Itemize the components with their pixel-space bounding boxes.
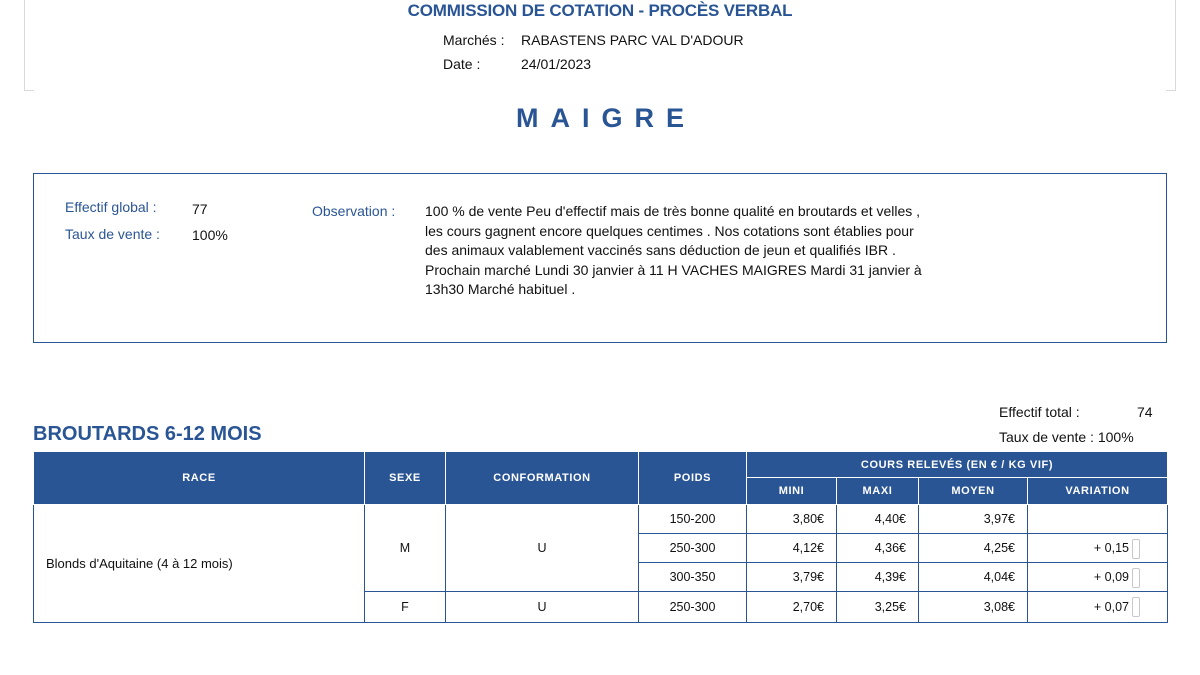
market-row — [443, 32, 744, 48]
header-maxi: MAXI — [837, 478, 919, 505]
observation-label: Observation : — [312, 203, 396, 219]
variation-cell — [1028, 534, 1168, 563]
market-value: RABASTENS PARC VAL D'ADOUR — [521, 32, 744, 48]
observation-text: 100 % de vente Peu d'effectif mais de très bonne qualité en broutards et velles , les cours gagnent encore quelques centimes . Nos cotations sont établies pour des animaux valablement vaccinés sans déduction de jeun et qualifiés IBR . Prochain marché Lundi 30 janvier à 11 H VACHES MAIGRES Mardi 31 janvier à 13h30 Marché habituel . — [425, 203, 922, 298]
mini-cell: 3,80€ — [747, 505, 837, 534]
sexe-cell: F — [365, 592, 446, 623]
variation-value: + 0,07 — [1093, 600, 1130, 614]
moyen-cell: 4,04€ — [919, 563, 1028, 592]
date-label: Date : — [443, 56, 481, 72]
taux-vente-value: 100% — [192, 227, 228, 243]
poids-cell: 250-300 — [639, 592, 747, 623]
taux-vente-total: Taux de vente : 100% — [999, 429, 1134, 445]
effectif-global-value: 77 — [192, 201, 208, 217]
poids-cell: 300-350 — [639, 563, 747, 592]
mini-cell: 2,70€ — [747, 592, 837, 623]
variation-cell — [1028, 563, 1168, 592]
conformation-cell: U — [446, 592, 639, 623]
maxi-cell: 4,36€ — [837, 534, 919, 563]
variation-value: + 0,15 — [1093, 541, 1130, 555]
effectif-total-value: 74 — [1137, 404, 1153, 420]
mini-cell: 4,12€ — [747, 534, 837, 563]
moyen-cell: 3,97€ — [919, 505, 1028, 534]
variation-bar-icon — [1132, 539, 1140, 559]
cotation-table — [33, 451, 1168, 623]
table-row — [34, 505, 1168, 534]
effectif-total-label: Effectif total : — [999, 404, 1080, 420]
header-poids: POIDS — [639, 452, 747, 505]
maxi-cell: 4,39€ — [837, 563, 919, 592]
poids-cell: 150-200 — [639, 505, 747, 534]
document-title: COMMISSION DE COTATION - PROCÈS VERBAL — [407, 1, 793, 20]
maxi-cell: 3,25€ — [837, 592, 919, 623]
sexe-cell: M — [365, 505, 446, 592]
header-cours: COURS RELEVÉS (EN € / KG VIF) — [747, 452, 1168, 478]
race-cell: Blonds d'Aquitaine (4 à 12 mois) — [34, 505, 365, 623]
variation-cell — [1028, 592, 1168, 623]
mini-cell: 3,79€ — [747, 563, 837, 592]
moyen-cell: 3,08€ — [919, 592, 1028, 623]
header-conformation: CONFORMATION — [446, 452, 639, 505]
category-title: BROUTARDS 6-12 MOIS — [33, 423, 262, 445]
effectif-global-label: Effectif global : — [65, 199, 157, 215]
date-value: 24/01/2023 — [521, 56, 592, 72]
variation-value: + 0,09 — [1093, 570, 1130, 584]
info-box — [33, 173, 1167, 343]
header-mini: MINI — [747, 478, 837, 505]
variation-cell — [1028, 505, 1168, 534]
conformation-cell: U — [446, 505, 639, 592]
effectif-total — [999, 404, 1153, 420]
taux-vente-label: Taux de vente : — [65, 226, 160, 242]
header-variation: VARIATION — [1028, 478, 1168, 505]
header-moyen: MOYEN — [919, 478, 1028, 505]
variation-bar-icon — [1132, 568, 1140, 588]
header-race: RACE — [34, 452, 365, 505]
market-label: Marchés : — [443, 32, 505, 48]
section-heading: MAIGRE — [516, 103, 696, 133]
variation-bar-icon — [1132, 597, 1140, 617]
table-header-row — [34, 452, 1168, 478]
header-sexe: SEXE — [365, 452, 446, 505]
moyen-cell: 4,25€ — [919, 534, 1028, 563]
date-row — [443, 56, 591, 72]
maxi-cell: 4,40€ — [837, 505, 919, 534]
poids-cell: 250-300 — [639, 534, 747, 563]
